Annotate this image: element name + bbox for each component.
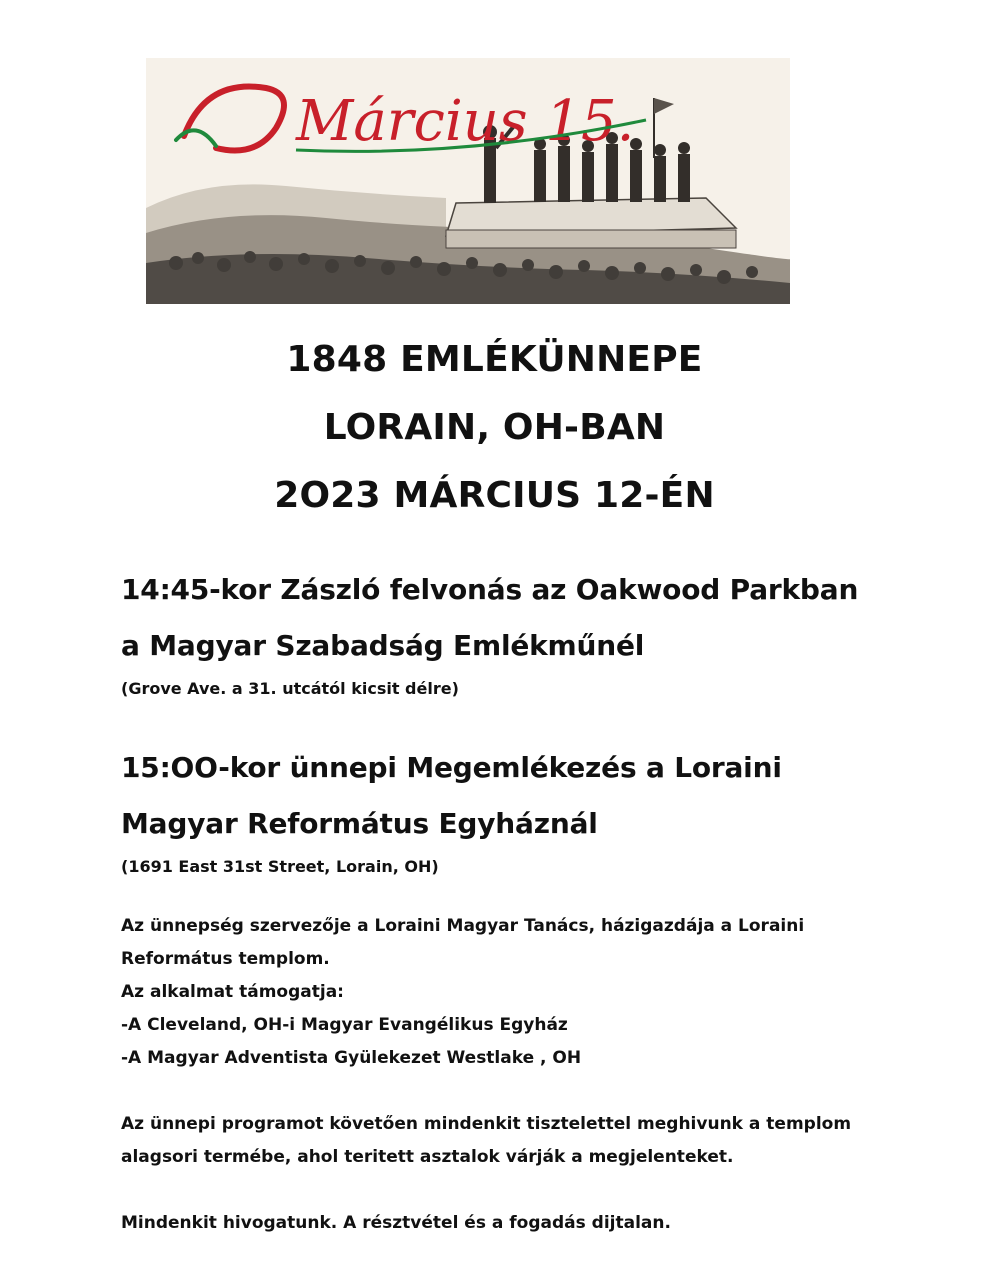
event-location-note: (1691 East 31st Street, Lorain, OH) <box>121 857 439 876</box>
organizer-paragraph <box>121 910 921 1075</box>
event-title-line-2: a Magyar Szabadság Emlékműnél <box>121 629 645 662</box>
event-location-note: (Grove Ave. a 31. utcától kicsit délre) <box>121 679 459 698</box>
title-block <box>0 326 989 530</box>
event-content <box>121 562 921 1240</box>
supporters-label: Az alkalmat támogatja: <box>121 982 344 1002</box>
event-title-line-2: Magyar Református Egyháznál <box>121 807 598 840</box>
event-title-line-1: 14:45-kor Zászló felvonás az Oakwood Parkban <box>121 573 859 606</box>
closing-line: Mindenkit hivogatunk. A résztvétel és a fogadás dijtalan. <box>121 1213 671 1233</box>
invitation-paragraph <box>121 1108 921 1174</box>
banner-illustration <box>146 58 790 304</box>
invitation-line-1: Az ünnepi programot követően mindenkit tisztelettel meghivunk a templom <box>121 1114 852 1134</box>
organizer-line-1: Az ünnepség szervezője a Loraini Magyar Tanács, házigazdája a Loraini <box>121 916 805 936</box>
banner-script-text: Március 15. <box>296 89 635 154</box>
supporter-item: -A Cleveland, OH-i Magyar Evangélikus Egyház <box>121 1015 568 1035</box>
supporter-item: -A Magyar Adventista Gyülekezet Westlake , OH <box>121 1048 582 1068</box>
title-line-3: 2O23 MÁRCIUS 12-ÉN <box>274 475 715 516</box>
title-line-2: LORAIN, OH-BAN <box>323 407 666 448</box>
speaker-platform <box>446 198 736 248</box>
organizer-line-2: Református templom. <box>121 949 330 969</box>
invitation-line-2: alagsori termébe, ahol teritett asztalok várják a megjelenteket. <box>121 1147 734 1167</box>
event-commemoration <box>121 740 921 880</box>
event-title-line-1: 15:OO-kor ünnepi Megemlékezés a Loraini <box>121 751 782 784</box>
title-line-1: 1848 EMLÉKÜNNEPE <box>286 339 703 380</box>
event-flag-raising <box>121 562 921 702</box>
